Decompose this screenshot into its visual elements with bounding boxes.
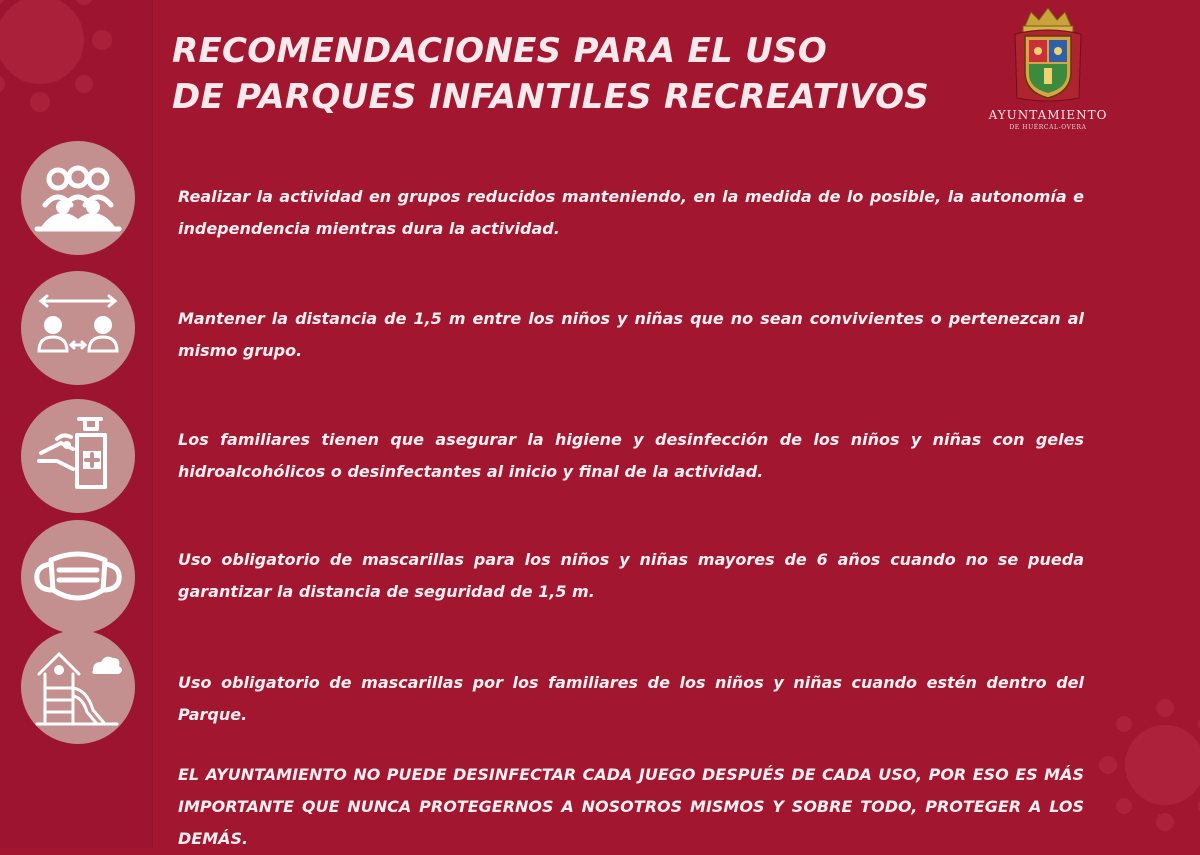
group-people-icon <box>21 141 135 255</box>
recommendation-2: Mantener la distancia de 1,5 m entre los niños y niñas que no sean convivientes o pertenezcan al mismo grupo. <box>178 309 1084 360</box>
recommendation-1: Realizar la actividad en grupos reducidos manteniendo, en la medida de lo posible, la autonomía e independencia mientras dura la actividad. <box>178 187 1084 238</box>
recommendation-5: Uso obligatorio de mascarillas por los familiares de los niños y niñas cuando estén dentro del Parque. <box>178 673 1084 724</box>
page-title <box>172 28 972 120</box>
logo-subtitle: DE HUÉRCAL-OVERA <box>1009 124 1087 131</box>
social-distance-icon <box>21 271 135 385</box>
title-line-2: DE PARQUES INFANTILES RECREATIVOS <box>172 77 930 117</box>
coat-of-arms-icon <box>1011 6 1085 104</box>
virus-decoration-top-left <box>0 0 120 120</box>
virus-decoration-bottom-right <box>1090 690 1200 840</box>
logo-name: AYUNTAMIENTO <box>988 108 1108 122</box>
hand-sanitizer-icon <box>21 399 135 513</box>
recommendation-4: Uso obligatorio de mascarillas para los niños y niñas mayores de 6 años cuando no se pueda garantizar la distancia de seguridad de 1,5 m. <box>178 550 1084 601</box>
title-line-1: RECOMENDACIONES PARA EL USO <box>172 31 828 71</box>
recommendation-3: Los familiares tienen que asegurar la higiene y desinfección de los niños y niñas con geles hidroalcohólicos o desinfectantes al inicio y final de la actividad. <box>178 430 1084 481</box>
face-mask-icon <box>21 520 135 634</box>
ayuntamiento-logo <box>978 6 1118 136</box>
playground-icon <box>21 630 135 744</box>
footer-warning: EL AYUNTAMIENTO NO PUEDE DESINFECTAR CADA JUEGO DESPUÉS DE CADA USO, POR ESO ES MÁS IMPORTANTE QUE NUNCA PROTEGERNOS A NOSOTROS MISMOS Y SOBRE TODO, PROTEGER A LOS DEMÁS. <box>178 765 1084 848</box>
